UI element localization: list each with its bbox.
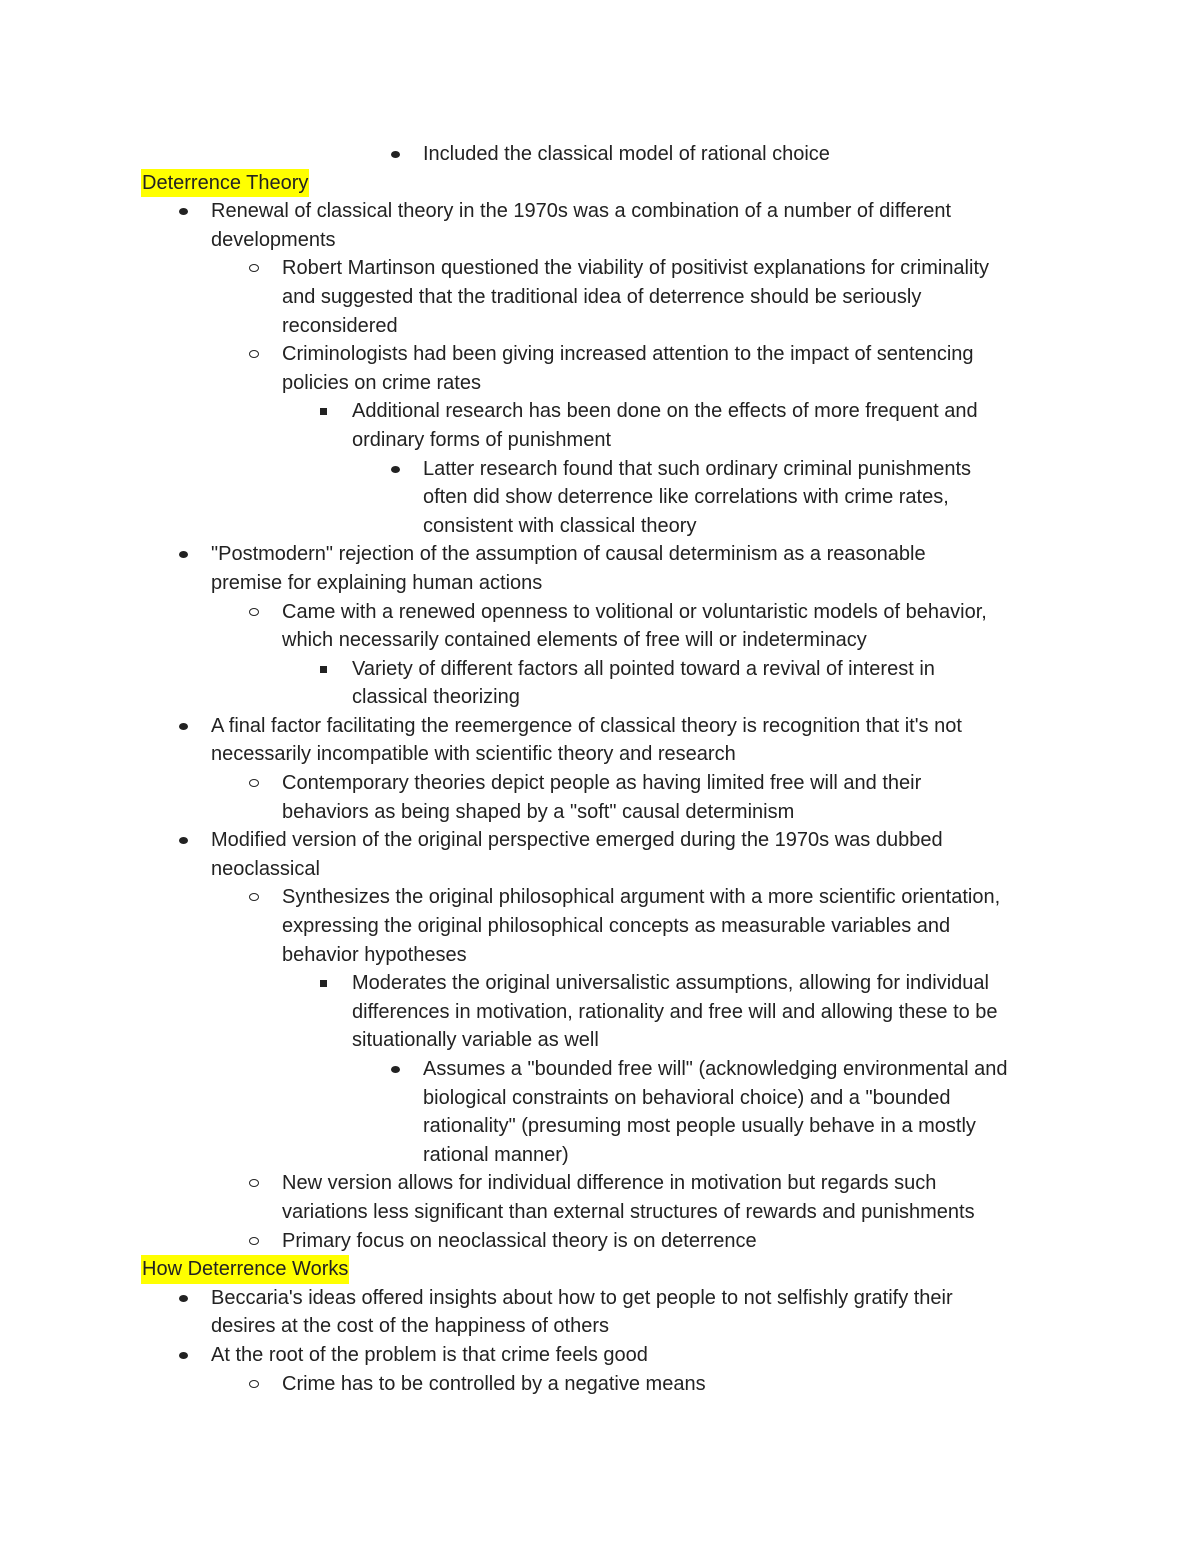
- list-item-line: [0, 655, 1200, 684]
- list-item-line: [0, 426, 1200, 455]
- list-item-line: [0, 1084, 1200, 1113]
- list-item-text: rationality" (presuming most people usually behave in a mostly: [423, 1115, 976, 1138]
- hollow-circle-bullet-icon: [249, 1380, 259, 1388]
- document-page: [0, 140, 1200, 1398]
- list-item-text: At the root of the problem is that crime feels good: [211, 1343, 648, 1366]
- list-item-line: [0, 1055, 1200, 1084]
- list-item-text: desires at the cost of the happiness of others: [211, 1315, 610, 1338]
- list-item-text: Variety of different factors all pointed toward a revival of interest in: [352, 657, 935, 680]
- list-item-line: [0, 855, 1200, 884]
- filled-circle-bullet-icon: [391, 151, 400, 158]
- filled-circle-bullet-icon: [179, 1295, 188, 1302]
- filled-circle-bullet-icon: [391, 1066, 400, 1073]
- list-item-text: ordinary forms of punishment: [352, 428, 612, 451]
- list-item-text: Came with a renewed openness to volitional or voluntaristic models of behavior,: [282, 600, 987, 623]
- list-item-line: [0, 312, 1200, 341]
- list-item-text: Beccaria's ideas offered insights about how to get people to not selfishly gratify their: [211, 1286, 953, 1309]
- list-item-text: Additional research has been done on the effects of more frequent and: [352, 400, 978, 423]
- list-item-line: [0, 1112, 1200, 1141]
- list-item-text: New version allows for individual difference in motivation but regards such: [282, 1172, 937, 1195]
- list-item-line: [0, 912, 1200, 941]
- list-item-line: [0, 998, 1200, 1027]
- list-item-line: [0, 798, 1200, 827]
- list-item-text: A final factor facilitating the reemergence of classical theory is recognition that it's not: [211, 714, 962, 737]
- list-item-text: Robert Martinson questioned the viability of positivist explanations for criminality: [282, 257, 990, 280]
- list-item-text: Criminologists had been giving increased attention to the impact of sentencing: [282, 343, 974, 366]
- list-item-line: [0, 512, 1200, 541]
- list-item-line: [0, 455, 1200, 484]
- hollow-circle-bullet-icon: [249, 1179, 259, 1187]
- list-item-line: [0, 769, 1200, 798]
- list-item-text: Included the classical model of rational choice: [423, 143, 830, 165]
- list-item-text: variations less significant than external structures of rewards and punishments: [282, 1200, 975, 1223]
- list-item-text: behaviors as being shaped by a "soft" causal determinism: [282, 800, 795, 823]
- list-item-line: [0, 1312, 1200, 1341]
- list-item-text: situationally variable as well: [352, 1029, 599, 1052]
- list-item-line: [0, 369, 1200, 398]
- list-item-line: [0, 598, 1200, 627]
- filled-square-bullet-icon: [320, 980, 327, 987]
- list-item-text: which necessarily contained elements of free will or indeterminacy: [282, 629, 867, 652]
- list-item-line: [0, 1141, 1200, 1170]
- list-item-text: and suggested that the traditional idea of deterrence should be seriously: [282, 285, 922, 308]
- list-item-text: premise for explaining human actions: [211, 571, 543, 594]
- list-item-line: [0, 1284, 1200, 1313]
- list-item-text: behavior hypotheses: [282, 943, 467, 966]
- list-item-line: [0, 683, 1200, 712]
- list-item-text: Synthesizes the original philosophical argument with a more scientific orientation,: [282, 886, 1001, 909]
- list-item-line: [0, 1169, 1200, 1198]
- list-item-line: [0, 1341, 1200, 1370]
- filled-circle-bullet-icon: [179, 723, 188, 730]
- list-item-text: Latter research found that such ordinary criminal punishments: [423, 457, 972, 480]
- list-item-line: [0, 1370, 1200, 1399]
- hollow-circle-bullet-icon: [249, 264, 259, 272]
- list-item-line: [0, 826, 1200, 855]
- list-item-line: [0, 254, 1200, 283]
- list-item-text: developments: [211, 228, 336, 251]
- list-item-text: Moderates the original universalistic assumptions, allowing for individual: [352, 972, 989, 995]
- hollow-circle-bullet-icon: [249, 608, 259, 616]
- list-item-text: rational manner): [423, 1143, 569, 1166]
- section-heading: [0, 169, 1200, 198]
- list-item-line: [0, 226, 1200, 255]
- list-item-text: reconsidered: [282, 314, 398, 337]
- list-item-line: [0, 883, 1200, 912]
- list-item-text: Renewal of classical theory in the 1970s was a combination of a number of different: [211, 200, 952, 223]
- list-item-text: necessarily incompatible with scientific theory and research: [211, 743, 736, 766]
- list-item-line: [0, 569, 1200, 598]
- filled-circle-bullet-icon: [391, 466, 400, 473]
- list-item-text: Contemporary theories depict people as having limited free will and their: [282, 772, 922, 795]
- list-item-line: [0, 1198, 1200, 1227]
- filled-square-bullet-icon: [320, 666, 327, 673]
- list-item-text: "Postmodern" rejection of the assumption of causal determinism as a reasonable: [211, 543, 926, 566]
- heading-text: How Deterrence Works: [141, 1255, 349, 1284]
- list-item-text: differences in motivation, rationality and free will and allowing these to be: [352, 1000, 998, 1023]
- list-item-line: [0, 1227, 1200, 1256]
- list-item-line: [0, 283, 1200, 312]
- list-item-text: Primary focus on neoclassical theory is on deterrence: [282, 1229, 757, 1252]
- list-item-line: [0, 1026, 1200, 1055]
- list-item-text: classical theorizing: [352, 686, 520, 709]
- hollow-circle-bullet-icon: [249, 779, 259, 787]
- list-item-line: [0, 340, 1200, 369]
- filled-square-bullet-icon: [320, 408, 327, 415]
- list-item-text: expressing the original philosophical concepts as measurable variables and: [282, 915, 951, 938]
- list-item-text: Modified version of the original perspective emerged during the 1970s was dubbed: [211, 829, 943, 852]
- filled-circle-bullet-icon: [179, 837, 188, 844]
- heading-text: Deterrence Theory: [141, 169, 309, 198]
- hollow-circle-bullet-icon: [249, 350, 259, 358]
- list-item-line: [0, 740, 1200, 769]
- hollow-circle-bullet-icon: [249, 893, 259, 901]
- list-item-line: [0, 197, 1200, 226]
- list-item-text: neoclassical: [211, 857, 320, 880]
- list-item-text: Crime has to be controlled by a negative means: [282, 1372, 706, 1395]
- section-heading: [0, 1255, 1200, 1284]
- list-item-text: policies on crime rates: [282, 371, 481, 394]
- list-item-text: biological constraints on behavioral choice) and a "bounded: [423, 1086, 951, 1109]
- list-item-text: Assumes a "bounded free will" (acknowledging environmental and: [423, 1058, 1008, 1080]
- list-item-text: consistent with classical theory: [423, 514, 697, 537]
- list-item-line: [0, 712, 1200, 741]
- list-item-line: [0, 140, 1200, 169]
- list-item-text: often did show deterrence like correlations with crime rates,: [423, 486, 949, 509]
- list-item-line: [0, 941, 1200, 970]
- list-item-line: [0, 969, 1200, 998]
- list-item-line: [0, 540, 1200, 569]
- list-item-line: [0, 626, 1200, 655]
- filled-circle-bullet-icon: [179, 208, 188, 215]
- list-item-line: [0, 483, 1200, 512]
- filled-circle-bullet-icon: [179, 551, 188, 558]
- hollow-circle-bullet-icon: [249, 1237, 259, 1245]
- list-item-line: [0, 397, 1200, 426]
- filled-circle-bullet-icon: [179, 1352, 188, 1359]
